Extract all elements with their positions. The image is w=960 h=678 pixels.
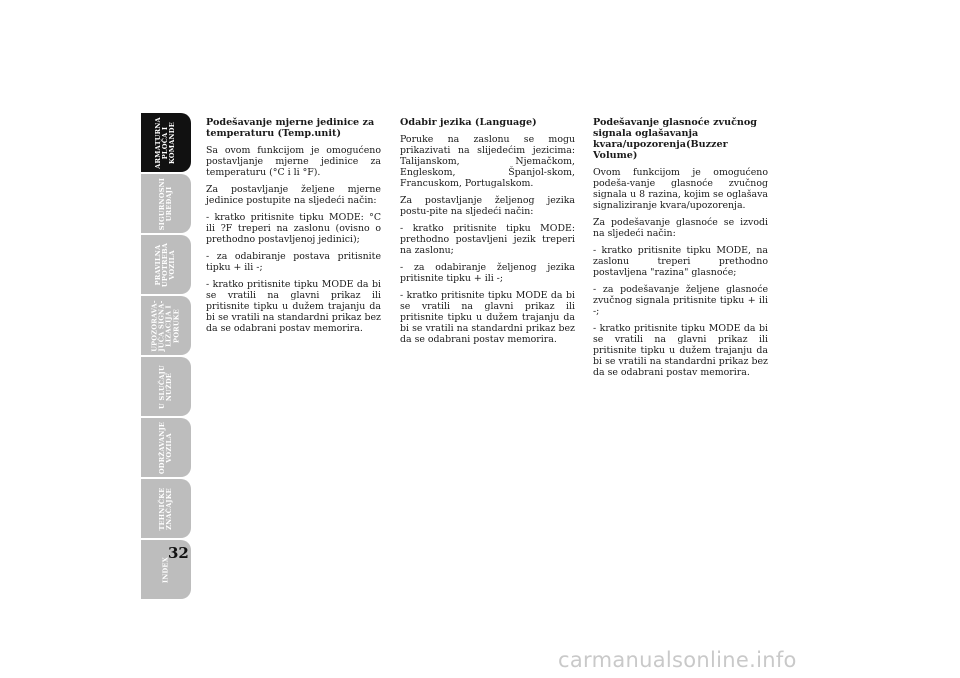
tab-label: UPOZORAVA-JUĆA SIGNA-LIZACIJA I PORUKE — [150, 299, 181, 352]
tab-label: TEHNIČKE ZNAČAJKE — [157, 487, 173, 530]
tab-sigurnosni-uredaji[interactable] — [141, 174, 191, 233]
page-number: 32 — [168, 544, 189, 562]
tab-upozoravajuca-signalizacija[interactable] — [141, 296, 191, 355]
paragraph: Za podešavanje glasnoće se izvodi na sljedeći način: — [593, 217, 768, 239]
paragraph: - za odabiranje postava pritisnite tipku + ili -; — [206, 251, 381, 273]
tab-label: ARMATURNA PLOČA I KOMANDE — [154, 116, 177, 169]
tab-pravilna-upotreba[interactable] — [141, 235, 191, 294]
section-heading: Podešavanje mjerne jedinice za temperaturu (Temp.unit) — [206, 117, 375, 139]
watermark: carmanualsonline.info — [558, 648, 797, 672]
column-language — [400, 117, 575, 351]
column-buzzer-volume — [593, 117, 768, 384]
tab-label: ODRŽAVANJE VOZILA — [157, 421, 173, 474]
paragraph: - kratko pritisnite tipku MODE da bi se vratili na glavni prikaz ili pritisnite tipku u dužem trajanju da bi se vratili na standardni prikaz bez da se odabrani postav memorira. — [593, 323, 768, 378]
section-heading: Podešavanje glasnoće zvučnog signala oglašavanja kvara/upozorenja(Buzzer Volume) — [593, 117, 758, 161]
paragraph: - kratko pritisnite tipku MODE da bi se vratili na glavni prikaz ili pritisnite tipku u dužem trajanju da bi se vratili na standardni prikaz bez da se odabrani postav memorira. — [206, 279, 381, 334]
tab-u-slucaju-nuzde[interactable] — [141, 357, 191, 416]
tab-label: SIGURNOSNI UREĐAJI — [157, 177, 173, 230]
paragraph: Za postavljanje željene mjerne jedinice postupite na sljedeći način: — [206, 184, 381, 206]
tab-label: PRAVILNA UPOTREBA VOZILA — [154, 242, 177, 287]
paragraph: Sa ovom funkcijom je omogućeno postavljanje mjerne jedinice za temperaturu (°C i li °F). — [206, 145, 381, 178]
tab-label: INDEX — [161, 556, 170, 583]
tab-label: U SLUČAJU NUŽDE — [157, 364, 173, 409]
section-heading: Odabir jezika (Language) — [400, 117, 537, 128]
tab-odrzavanje-vozila[interactable] — [141, 418, 191, 477]
tab-armaturna-ploca[interactable] — [141, 113, 191, 172]
paragraph: Ovom funkcijom je omogućeno podeša-vanje glasnoće zvučnog signala u 8 razina, kojim se oglašava signaliziranje kvara/upozorenja. — [593, 167, 768, 211]
paragraph: Poruke na zaslonu se mogu prikazivati na slijedećim jezicima: Talijanskom, Njemačkom, Engleskom, Španjol-skom, Francuskom, Portugalskom. — [400, 134, 575, 189]
paragraph: - za podešavanje željene glasnoće zvučnog signala pritisnite tipku + ili -; — [593, 284, 768, 317]
paragraph: - kratko pritisnite tipku MODE: °C ili ?F treperi na zaslonu (ovisno o prethodno postavljenoj jedinici); — [206, 212, 381, 245]
paragraph: Za postavljanje željenog jezika postu-pite na sljedeći način: — [400, 195, 575, 217]
paragraph: - kratko pritisnite tipku MODE: prethodno postavljeni jezik treperi na zaslonu; — [400, 223, 575, 256]
tab-tehnicke-znacajke[interactable] — [141, 479, 191, 538]
paragraph: - kratko pritisnite tipku MODE da bi se vratili na glavni prikaz ili pritisnite tipku u dužem trajanju da bi se vratili na standardni prikaz bez da se odabrani postav memorira. — [400, 290, 575, 345]
paragraph: - kratko pritisnite tipku MODE, na zaslonu treperi prethodno postavljena "razina" glasnoće; — [593, 245, 768, 278]
column-temperature-unit — [206, 117, 381, 340]
paragraph: - za odabiranje željenog jezika pritisnite tipku + ili -; — [400, 262, 575, 284]
